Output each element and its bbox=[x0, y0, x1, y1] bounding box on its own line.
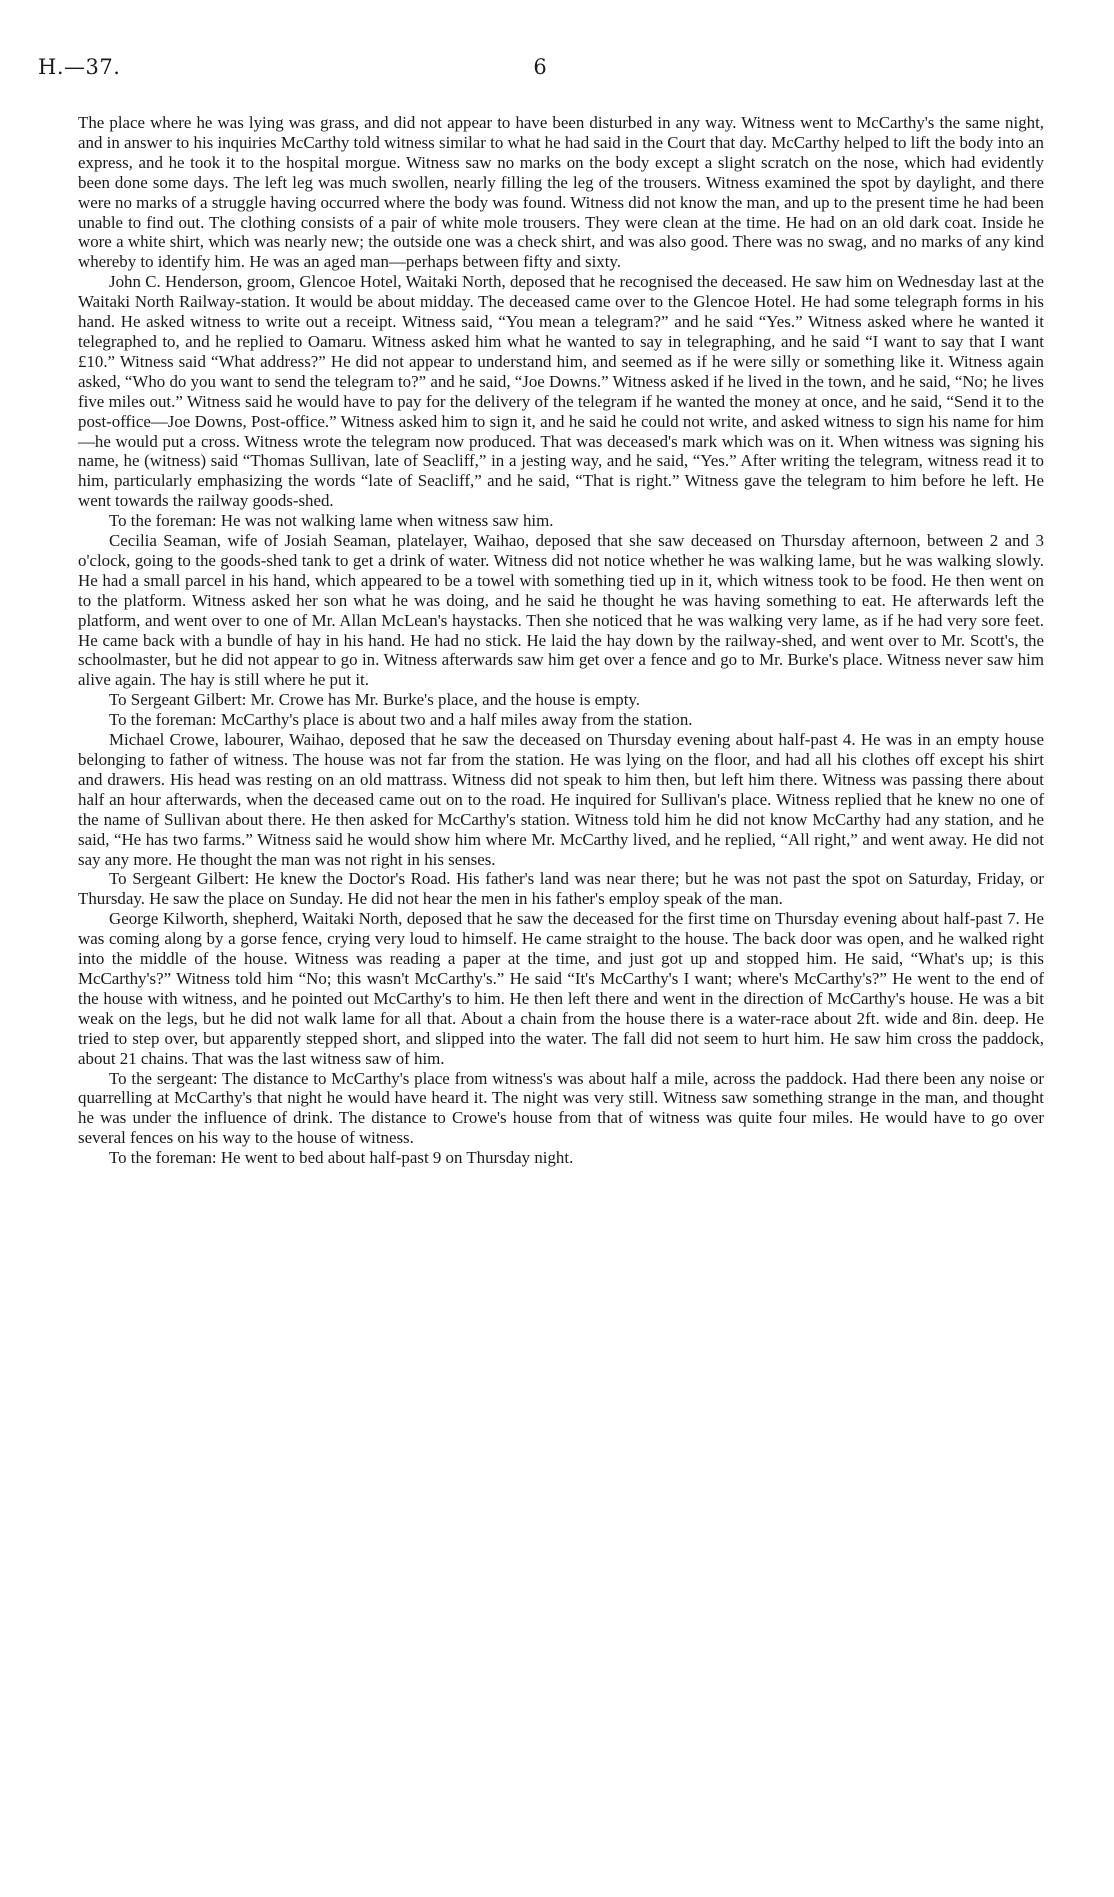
paragraph-gilbert-question-2: To Sergeant Gilbert: He knew the Doctor's Road. His father's land was near there; but he was not past the spot on Saturday, Friday, or Thursday. He saw the place on Sunday. He did not hear the men in his father's employ speak of the man. bbox=[78, 869, 1044, 909]
paragraph-foreman-question-3: To the foreman: He went to bed about half-past 9 on Thursday night. bbox=[109, 1148, 574, 1168]
document-body bbox=[78, 113, 1044, 1168]
paragraph-gilbert-question-1: To Sergeant Gilbert: Mr. Crowe has Mr. Burke's place, and the house is empty. bbox=[109, 690, 640, 710]
page-number: 6 bbox=[533, 55, 547, 79]
document-reference: H.—37. bbox=[38, 55, 121, 79]
paragraph-crowe-deposition: Michael Crowe, labourer, Waihao, deposed that he saw the deceased on Thursday evening about half-past 4. He was in an empty house belonging to father of witness. The house was not far from the station. He was lying on the floor, and had all his clothes off except his shirt and drawers. His head was resting on an old mattrass. Witness did not speak to him then, but left him there. Witness was passing there about half an hour afterwards, when the deceased came out on to the road. He inquired for Sullivan's place. Witness replied that he knew no one of the name of Sullivan about there. He then asked for McCarthy's station. Witness told him he did not know McCarthy had any station, and he said, “He has two farms.” Witness said he would show him where Mr. McCarthy lived, and he replied, “All right,” and went away. He did not say any more. He thought the man was not right in his senses. bbox=[78, 730, 1044, 869]
paragraph-henderson-deposition: John C. Henderson, groom, Glencoe Hotel, Waitaki North, deposed that he recognised the deceased. He saw him on Wednesday last at the Waitaki North Railway-station. It would be about midday. The deceased came over to the Glencoe Hotel. He had some telegraph forms in his hand. He asked witness to write out a receipt. Witness said, “You mean a telegram?” and he said “Yes.” Witness asked where he wanted it telegraphed to, and he replied to Oamaru. Witness asked him what he wanted to say in telegraphing, and he said “I want to say that I want £10.” Witness said “What address?” He did not appear to understand him, and seemed as if he were silly or something like it. Witness again asked, “Who do you want to send the telegram to?” and he said, “Joe Downs.” Witness asked if he lived in the town, and he said, “No; he lives five miles out.” Witness said he would have to pay for the delivery of the telegram if he wanted the money at once, and he said, “Send it to the post-office—Joe Downs, Post-office.” Witness asked him to sign it, and he said he could not write, and asked witness to sign his name for him—he would put a cross. Witness wrote the telegram now produced. That was deceased's mark which was on it. When witness was signing his name, he (witness) said “Thomas Sullivan, late of Seacliff,” in a jesting way, and he said, “Yes.” After writing the telegram, witness read it to him, particularly emphasizing the words “late of Seacliff,” and he said, “That is right.” Witness gave the telegram to him before he left. He went towards the railway goods-shed. bbox=[78, 272, 1044, 511]
page-header bbox=[38, 55, 1042, 85]
paragraph-sergeant-question: To the sergeant: The distance to McCarthy's place from witness's was about half a mile, across the paddock. Had there been any noise or quarrelling at McCarthy's that night he would have heard it. The night was very still. Witness saw something strange in the man, and thought he was under the influence of drink. The distance to Crowe's house from that of witness was quite four miles. He would have to go over several fences on his way to the house of witness. bbox=[78, 1068, 1044, 1148]
paragraph-seaman-deposition: Cecilia Seaman, wife of Josiah Seaman, platelayer, Waihao, deposed that she saw deceased on Thursday afternoon, between 2 and 3 o'clock, going to the goods-shed tank to get a drink of water. Witness did not notice whether he was walking lame, but he was walking slowly. He had a small parcel in his hand, which appeared to be a towel with something tied up in it, which witness took to be food. He then went on to the platform. Witness asked her son what he was doing, and he said he thought he was having something to eat. He afterwards left the platform, and went over to one of Mr. Allan McLean's haystacks. Then she noticed that he was walking very lame, as if he had very sore feet. He came back with a bundle of hay in his hand. He had no stick. He laid the hay down by the railway-shed, and went over to Mr. Scott's, the schoolmaster, but he did not appear to go in. Witness afterwards saw him get over a fence and go to Mr. Burke's place. Witness never saw him alive again. The hay is still where he put it. bbox=[78, 531, 1044, 690]
paragraph-foreman-question-2: To the foreman: McCarthy's place is about two and a half miles away from the station. bbox=[109, 710, 693, 730]
paragraph-kilworth-deposition: George Kilworth, shepherd, Waitaki North, deposed that he saw the deceased for the first time on Thursday evening about half-past 7. He was coming along by a gorse fence, crying very loud to himself. He came straight to the house. The back door was open, and he walked right into the middle of the house. Witness was reading a paper at the time, and just got up and stopped him. He said, “What's up; is this McCarthy's?” Witness told him “No; this wasn't McCarthy's.” He said “It's McCarthy's I want; where's McCarthy's?” He went to the end of the house with witness, and he pointed out McCarthy's to him. He then left there and went in the direction of McCarthy's house. He was a bit weak on the legs, but he did not walk lame for all that. About a chain from the house there is a water-race about 2ft. wide and 8in. deep. He tried to step over, but apparently stepped short, and slipped into the water. The fall did not seem to hurt him. He saw him cross the paddock, about 21 chains. That was the last witness saw of him. bbox=[78, 909, 1044, 1068]
paragraph-continuation: The place where he was lying was grass, and did not appear to have been disturbed in any way. Witness went to McCarthy's the same night, and in answer to his inquiries McCarthy told witness similar to what he had said in the Court that day. McCarthy helped to lift the body into an express, and he took it to the hospital morgue. Witness saw no marks on the body except a slight scratch on the nose, which had evidently been done some days. The left leg was much swollen, nearly filling the leg of the trousers. Witness examined the spot by daylight, and there were no marks of a struggle having occurred where the body was found. Witness did not know the man, and up to the present time he had been unable to find out. The clothing consists of a pair of white mole trousers. They were clean at the time. He had on an old dark coat. Inside he wore a white shirt, which was nearly new; the outside one was a check shirt, and was also good. There was no swag, and no marks of any kind whereby to identify him. He was an aged man—perhaps between fifty and sixty. bbox=[78, 113, 1044, 272]
paragraph-foreman-question-1: To the foreman: He was not walking lame when witness saw him. bbox=[109, 511, 554, 531]
